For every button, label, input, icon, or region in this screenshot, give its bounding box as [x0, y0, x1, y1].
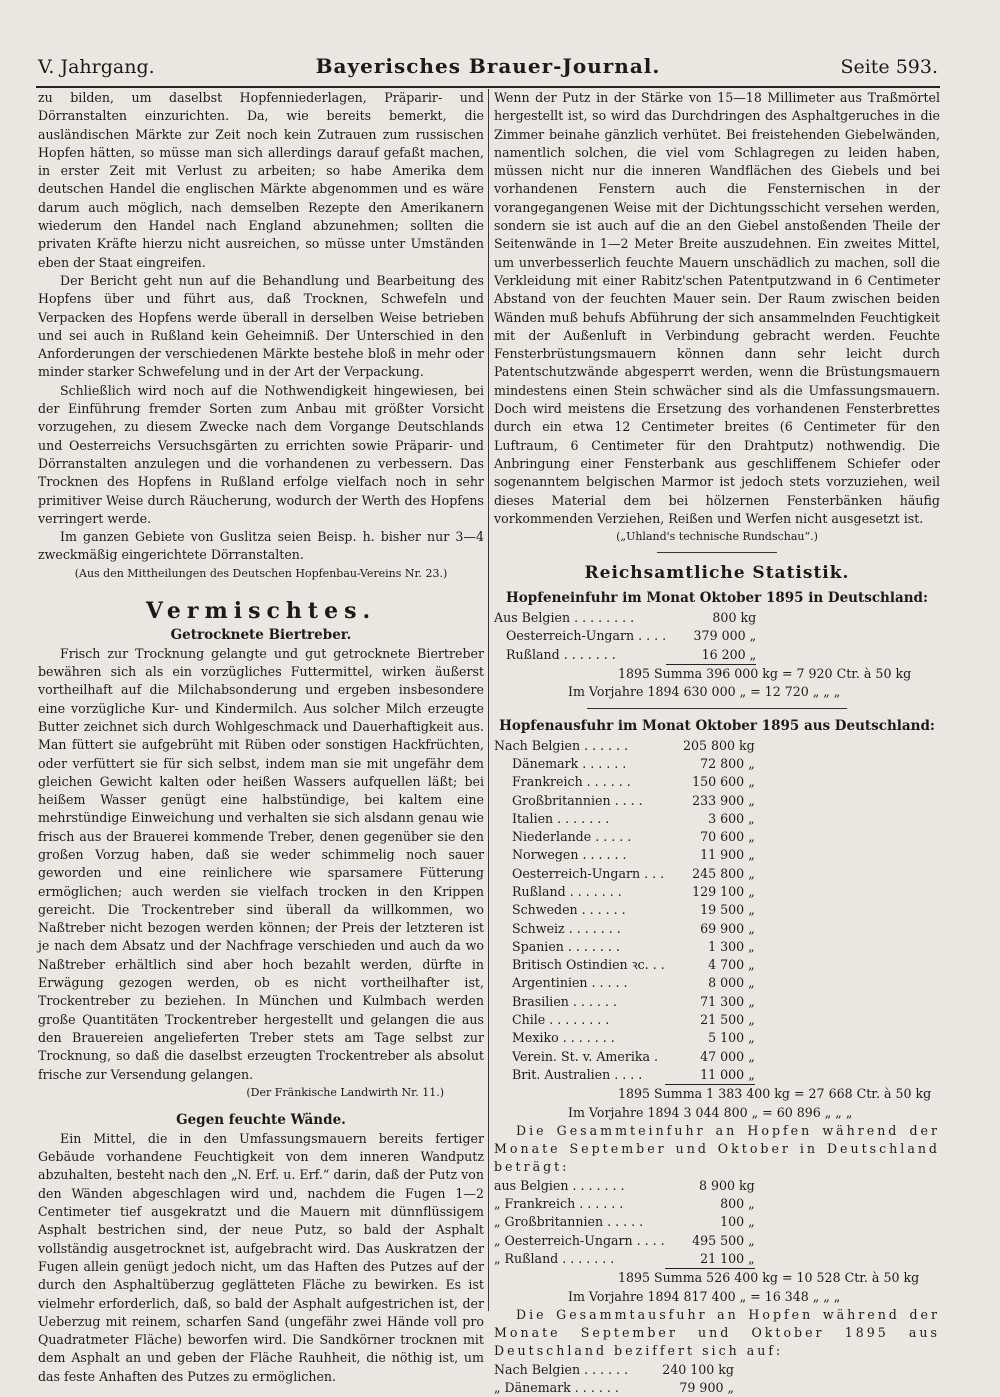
- table-cell-value: 11 000 „: [665, 1066, 755, 1085]
- page-number: Seite 593.: [840, 56, 938, 78]
- article-heading: Getrocknete Biertreber.: [170, 626, 352, 643]
- table-cell-value: 4 700 „: [708, 957, 755, 973]
- table-cell-value: 47 000 „: [700, 1048, 755, 1064]
- table-previous-year: Im Vorjahre 1894 630 000 „ = 12 720 „ „ „: [568, 684, 841, 700]
- paragraph: Ein Mittel, die in den Umfassungsmauern bereits fertiger Gebäude vorhandene Feuchtigkeit von dem inneren Wandputz abzuhalten, besteht nach den „N. Erf. u. Erf.“ darin, daß der Putz von den Wänden abgeschlagen wird und, nachdem die Fugen 1—2 Centimeter tief ausgekratzt und die Mauern mit dünnflüssigem Asphalt bestrichen sind, der neue Putz, so bald der Asphalt vollständig ausgetrocknet ist, aufgebracht wird. Das Auskratzen der Fugen allein genügt jedoch nicht, um das Haften des Putzes auf der durch den Asphaltüberzug geglätteten Fläche zu bewirken. Es ist vielmehr erforderlich, daß, so bald der Asphalt aufgestrichen ist, der Ueberzug mit reinem, scharfen Sand (ungefähr zwei Hände voll pro Quadratmeter Fläche) beworfen wird. Die Sandkörner trocknen mit dem Asphalt an und geben der Fläche Rauhheit, die nöthig ist, um das feste Anhaften des Putzes zu ermöglichen.: [38, 1130, 484, 1384]
- journal-title: Bayerisches Brauer-Journal.: [315, 54, 661, 78]
- table-row: [494, 1232, 755, 1250]
- table-row: [494, 1379, 734, 1397]
- source-citation: (Aus den Mittheilungen des Deutschen Hopfenbau-Vereins Nr. 23.): [74, 566, 448, 580]
- paragraph: Wenn der Putz in der Stärke von 15—18 Millimeter aus Traßmörtel hergestellt ist, so wird das Durchdringen des Asphaltgeruches in die Zimmer beinahe gänzlich verhütet. Bei freistehenden Giebelwänden, namentlich solchen, die viel vom Schlagregen zu leiden haben, müssen nicht nur die inneren Wandflächen des Giebels und bei vorhandenen Fenstern auch die Fensternischen in der vorangegangenen Weise mit der Dichtungsschicht versehen werden, sondern sie ist auch auf die an den Giebel anstoßenden Theile der Seitenwände in 1—2 Meter Breite auszudehnen. Ein zweites Mittel, um unverbesserlich feuchte Mauern unschädlich zu machen, soll die Verkleidung mit einer Rabitz'schen Patentputzwand in 6 Centimeter Abstand von der feuchten Mauer sein. Der Raum zwischen beiden Wänden muß behufs Abführung der sich ansammelnden Feuchtigkeit mit der Außenluft in Verbindung gebracht werden. Feuchte Fensterbrüstungsmauern können dann sehr leicht durch Patentschutzwände abgesperrt werden, wenn die Brüstungsmauern mindestens einen Stein schwächer sind als die Umfassungsmauern. Doch wird meistens die Ersetzung des vorhandenen Fensterbrettes durch ein etwa 12 Centimeter breites (6 Centimeter für den Luftraum, 6 Centimeter für den Drahtputz) nothwendig. Die Anbringung einer Fensterbank aus geschliffenem Schiefer oder sogenanntem belgischen Marmor ist jedoch stets vorzuziehen, weil dieses Material dem bei hölzernen Fensterbänken häufig vorkommenden Verziehen, Reißen und Werfen nicht ausgesetzt ist.: [494, 90, 940, 526]
- table-cell-value: 129 100 „: [692, 883, 755, 899]
- table-cell-country: Nach Belgien . . . . . .: [494, 1361, 629, 1377]
- table-row: [494, 938, 755, 956]
- table-cell-country: Argentinien . . . . .: [512, 975, 628, 991]
- total-export-table: [494, 1361, 734, 1397]
- table-row: [494, 755, 755, 773]
- divider: [587, 708, 847, 709]
- table-cell-country: Brit. Australien . . . .: [512, 1067, 643, 1083]
- table-cell-value: 79 900 „: [679, 1380, 734, 1395]
- table-cell-country: Frankreich . . . . . .: [512, 774, 631, 790]
- table-cell-country: „ Oesterreich-Ungarn . . . .: [494, 1232, 665, 1248]
- table-row: [494, 1213, 755, 1231]
- source-citation: („Uhland's technische Rundschau“.): [616, 530, 818, 544]
- table-cell-value: 205 800 kg: [682, 737, 755, 753]
- table-row: [494, 901, 755, 919]
- table-cell-value: 72 800 „: [700, 755, 755, 771]
- table-cell-value: 1 300 „: [708, 938, 755, 954]
- table-cell-value: 71 300 „: [700, 993, 755, 1009]
- table-row: [494, 1250, 755, 1269]
- left-column: [38, 89, 484, 1386]
- table-cell-country: Aus Belgien . . . . . . . .: [494, 610, 635, 626]
- table-row: [494, 609, 756, 627]
- table-cell-value: 245 800 „: [692, 865, 755, 881]
- import-table: [494, 609, 756, 665]
- table-cell-country: Oesterreich-Ungarn . . . .: [494, 628, 667, 644]
- table-cell-value: 233 900 „: [692, 792, 755, 808]
- table-row: [494, 883, 755, 901]
- table-title: Hopfenausfuhr im Monat Oktober 1895 aus Deutschland:: [499, 717, 935, 734]
- table-title: Hopfeneinfuhr im Monat Oktober 1895 in Deutschland:: [506, 590, 928, 607]
- table-row: [494, 627, 756, 645]
- table-cell-country: Niederlande . . . . .: [512, 829, 632, 845]
- table-cell-country: Britisch Ostindien ꝛc. . .: [512, 957, 665, 973]
- table-row: [494, 792, 755, 810]
- table-row: [494, 828, 755, 846]
- table-cell-value: 495 500 „: [692, 1232, 755, 1248]
- table-cell-value: 3 600 „: [708, 810, 755, 826]
- table-cell-country: Schweden . . . . . .: [512, 902, 626, 918]
- table-cell-value: 240 100 kg: [662, 1361, 734, 1377]
- column-divider: [488, 89, 489, 1311]
- table-row: [494, 1029, 755, 1047]
- table-cell-value: 100 „: [720, 1214, 755, 1230]
- paragraph: Frisch zur Trocknung gelangte und gut getrocknete Biertreber bewähren sich als ein vorzügliches Futtermittel, wirken äußerst vortheilhaft auf die Milchabsonderung und ergeben insbesondere eine vorzügliche Kur- und Kindermilch. Aus solcher Milch erzeugte Butter zeichnet sich durch Wohlgeschmack und Dauerhaftigkeit aus. Man füttert sie aufgebrüht mit Rüben oder sonstigen Hackfrüchten, oder verfüttert sie für sich selbst, indem man sie mit ungefähr dem gleichen Gewicht kalten oder heißen Wassers aufquellen läßt; bei heißem Wasser genügt eine halbstündige, bei kaltem eine mehrstündige Einweichung und verhalten sie sich alsdann genau wie frisch aus der Brauerei kommende Treber, denen gegenüber sie den großen Vorzug haben, daß sie weder schimmelig noch sauer geworden und eine reinlichere wie sparsamere Fütterung ermöglichen; auch werden sie vielfach trocken in den Krippen gereicht. Die Trockentreber sind überall da willkommen, wo Naßtreber nicht bezogen werden können; der Preis der letzteren ist je nach dem Absatz und der Nachfrage verschieden und auch da wo Naßtreber erhältlich sind aber hoch bezahlt werden, dürfte in Erwägung gezogen werden, ob es nicht vortheilhafter ist, Trockentreber zu beziehen. In München und Kulmbach werden große Quantitäten Trockentreber hergestellt und gelangen die aus den Brauereien angelieferten Treber stets am Tage selbst zur Trocknung, so daß die daselbst erzeugten Trockentreber als absolut frische zur Versendung gelangen.: [38, 645, 484, 1082]
- table-cell-value: 150 600 „: [692, 774, 755, 790]
- paragraph: Die Gesammtausfuhr an Hopfen während der Monate September und Oktober 1895 aus Deutschland beziffert sich auf:: [494, 1306, 940, 1359]
- table-cell-value: 800 kg: [712, 610, 757, 626]
- header-rule: [36, 86, 940, 88]
- table-cell-country: Schweiz . . . . . . .: [512, 920, 621, 936]
- table-cell-value: 19 500 „: [700, 902, 755, 918]
- table-row: [494, 974, 755, 992]
- table-cell-country: Rußland . . . . . . .: [512, 883, 622, 899]
- paragraph: zu bilden, um daselbst Hopfenniederlagen, Präparir- und Dörranstalten einzurichten. Da, wie bereits bemerkt, die ausländischen Märkte zur Zeit noch kein Zutrauen zum russischen Hopfen hätten, so müsse man sich allerdings darauf gefaßt machen, in erster Zeit mit Verlust zu arbeiten; so habe Amerika dem deutschen Handel die englischen Märkte abgenommen und es wäre darum auch möglich, nach demselben Rezepte den Amerikanern wiederum den Handel nach England abzunehmen; sollten die privaten Kräfte hierzu nicht ausreichen, so müsse unter Umständen eben der Staat eingreifen.: [38, 90, 484, 270]
- table-cell-value: 5 100 „: [708, 1030, 755, 1046]
- total-import-table: [494, 1177, 755, 1269]
- table-cell-value: 69 900 „: [700, 920, 755, 936]
- divider: [657, 552, 777, 553]
- table-cell-country: aus Belgien . . . . . . .: [494, 1177, 625, 1193]
- table-row: [494, 1066, 755, 1085]
- table-row: [494, 773, 755, 791]
- paragraph: Im ganzen Gebiete von Guslitza seien Beisp. h. bisher nur 3—4 zweckmäßig eingerichtete Dörranstalten.: [38, 529, 484, 563]
- table-cell-value: 21 100 „: [665, 1250, 755, 1269]
- section-heading: Reichsamtliche Statistik.: [584, 563, 850, 584]
- table-cell-country: Italien . . . . . . .: [512, 810, 610, 826]
- table-cell-value: 16 200 „: [666, 646, 756, 665]
- table-previous-year: Im Vorjahre 1894 817 400 „ = 16 348 „ „ „: [568, 1288, 841, 1304]
- table-row: [494, 865, 755, 883]
- table-cell-country: Spanien . . . . . . .: [512, 938, 620, 954]
- table-row: [494, 1048, 755, 1066]
- table-cell-country: Chile . . . . . . . .: [512, 1012, 610, 1028]
- table-previous-year: Im Vorjahre 1894 3 044 800 „ = 60 896 „ „ „: [568, 1104, 853, 1120]
- article-heading: Gegen feuchte Wände.: [176, 1111, 346, 1128]
- page-header: [38, 52, 938, 82]
- table-cell-country: „ Dänemark . . . . . .: [494, 1380, 619, 1395]
- table-row: [494, 846, 755, 864]
- table-cell-value: 70 600 „: [700, 829, 755, 845]
- section-heading: Vermischtes.: [145, 597, 377, 624]
- table-row: [494, 1011, 755, 1029]
- table-cell-value: 800 „: [720, 1196, 755, 1212]
- table-cell-country: „ Großbritannien . . . . .: [494, 1214, 644, 1230]
- table-cell-country: Dänemark . . . . . .: [512, 755, 627, 771]
- table-cell-country: „ Frankreich . . . . . .: [494, 1196, 624, 1212]
- right-column: [494, 89, 940, 1397]
- table-sum: 1895 Summa 526 400 kg = 10 528 Ctr. à 50 kg: [618, 1270, 920, 1286]
- source-citation: (Der Fränkische Landwirth Nr. 11.): [246, 1085, 444, 1099]
- table-cell-country: Brasilien . . . . . .: [512, 993, 617, 1009]
- table-row: [494, 920, 755, 938]
- table-cell-country: „ Rußland . . . . . . .: [494, 1251, 615, 1267]
- table-cell-value: 8 000 „: [708, 975, 755, 991]
- table-row: [494, 993, 755, 1011]
- table-row: [494, 956, 755, 974]
- table-row: [494, 810, 755, 828]
- table-cell-value: 21 500 „: [700, 1012, 755, 1028]
- table-row: [494, 1177, 755, 1195]
- table-cell-country: Oesterreich-Ungarn . . .: [512, 865, 665, 881]
- volume-label: V. Jahrgang.: [38, 56, 155, 78]
- table-cell-country: Großbritannien . . . .: [512, 792, 643, 808]
- table-cell-country: Mexiko . . . . . . .: [512, 1030, 615, 1046]
- table-cell-country: Nach Belgien . . . . . .: [494, 737, 629, 753]
- table-row: [494, 646, 756, 665]
- table-sum: 1895 Summa 1 383 400 kg = 27 668 Ctr. à 50 kg: [618, 1086, 932, 1102]
- table-cell-value: 8 900 kg: [698, 1177, 755, 1193]
- table-cell-value: 379 000 „: [693, 628, 757, 644]
- table-row: [494, 737, 755, 755]
- paragraph: Die Gesammteinfuhr an Hopfen während der Monate September und Oktober in Deutschland beträgt:: [494, 1122, 940, 1175]
- table-sum: 1895 Summa 396 000 kg = 7 920 Ctr. à 50 kg: [618, 666, 912, 682]
- table-cell-value: 11 900 „: [700, 847, 755, 863]
- paragraph: Der Bericht geht nun auf die Behandlung und Bearbeitung des Hopfens über und führt aus, daß Trocknen, Schwefeln und Verpacken des Hopfens werde überall in derselben Weise betrieben und sei auch in Rußland kein Geheimniß. Der Unterschied in den Anforderungen der verschiedenen Märkte bestehe bloß in mehr oder minder starker Schwefelung und in der Art der Verpackung.: [38, 272, 484, 380]
- table-cell-country: Verein. St. v. Amerika .: [512, 1048, 659, 1064]
- paragraph: Schließlich wird noch auf die Nothwendigkeit hingewiesen, bei der Einführung fremder Sorten zum Anbau mit größter Vorsicht vorzugehen, zu diesem Zwecke nach dem Vorgange Deutschlands und Oesterreichs Versuchsgärten zu errichten sowie Präparir- und Dörranstalten anzulegen und die vorhandenen zu verbessern. Das Trocknen des Hopfens in Rußland erfolge vielfach noch in sehr primitiver Weise durch Räucherung, wodurch der Werth des Hopfens verringert werde.: [38, 382, 484, 526]
- table-row: [494, 1361, 734, 1379]
- export-table: [494, 737, 755, 1086]
- table-cell-country: Norwegen . . . . . .: [512, 847, 627, 863]
- table-row: [494, 1195, 755, 1213]
- table-cell-country: Rußland . . . . . . .: [494, 647, 616, 663]
